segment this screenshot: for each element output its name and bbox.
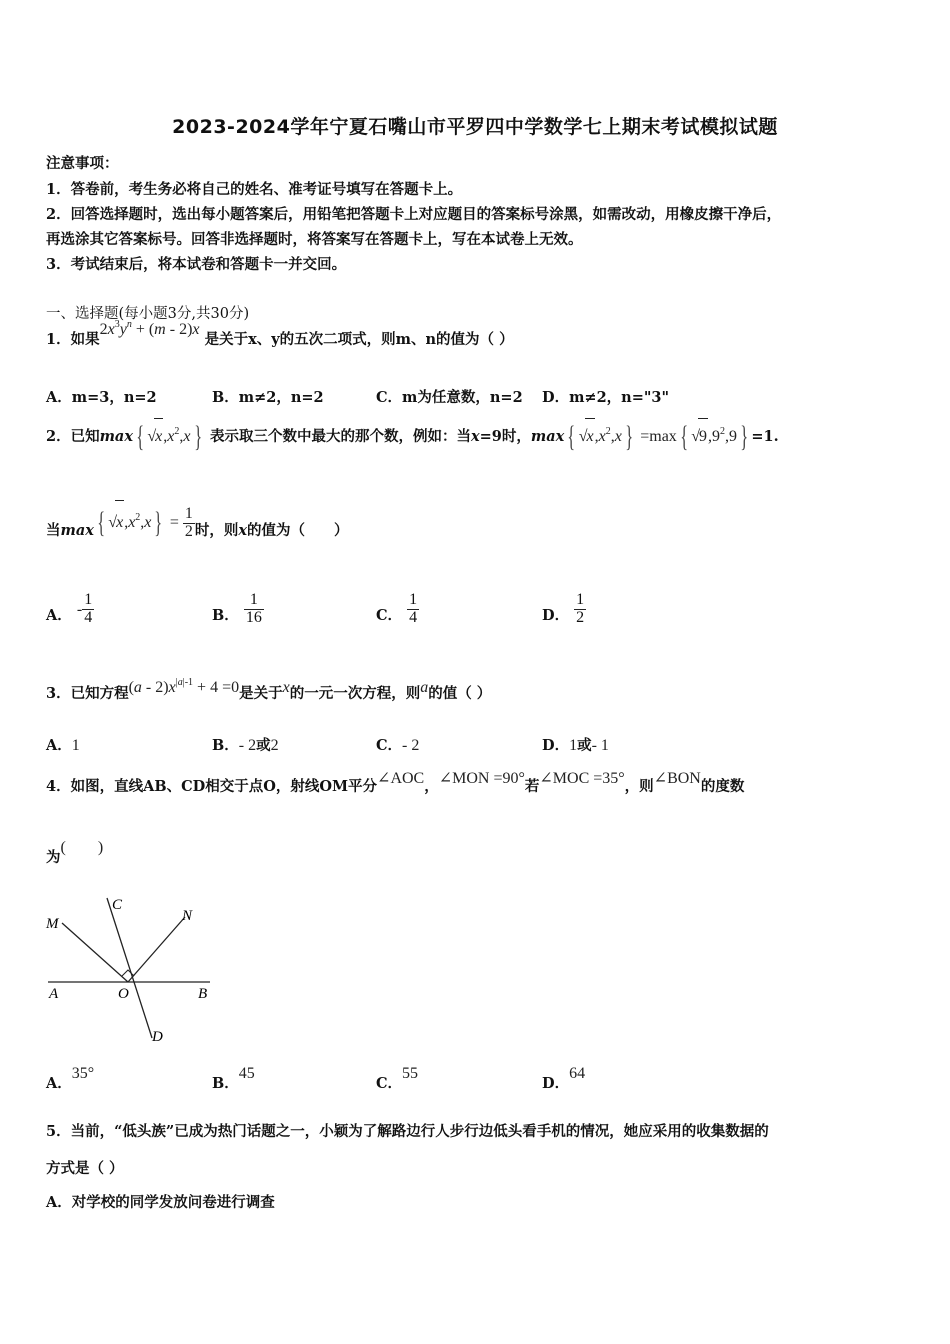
ray-on [128, 917, 185, 982]
notice-heading: 注意事项： [46, 155, 119, 172]
q4-option-d-label: D． [542, 1075, 570, 1092]
q2-option-b-label: B． [212, 606, 239, 624]
q3-option-a-value: 1 [71, 737, 80, 754]
notice-item-2a: 2．回答选择题时，选出每小题答案后，用铅笔把答题卡上对应题目的答案标号涂黑，如需改动，用橡皮擦干净后， [46, 206, 782, 223]
q4-figure [40, 890, 220, 1050]
q2-mid: 表示取三个数中最大的那个数，例如：当 [210, 428, 471, 445]
q3-option-d [542, 734, 609, 755]
q2-eq1: =1. [751, 428, 779, 445]
q4-option-a-value: 35° [71, 1065, 95, 1082]
q4-option-c-label: C． [376, 1075, 403, 1092]
q2-option-a: A． - $\frac{1}{4}$ [46, 591, 93, 626]
q4-option-d-value: 64 [569, 1065, 586, 1082]
question-4-line1 [46, 768, 744, 804]
q3-x-var: x [282, 679, 290, 696]
question-2-line1 [46, 418, 779, 454]
q4-angle-aoc: ∠AOC [377, 770, 425, 787]
q2-max-label: max [99, 428, 133, 445]
question-2-line2 [46, 505, 349, 552]
line-cd [107, 898, 152, 1038]
q2-option-d [542, 592, 586, 627]
q2-line2-suffix: 时，则 [194, 522, 239, 539]
q3-a-var: a [420, 679, 429, 696]
q3-option-c [376, 734, 419, 755]
question-4-line2 [46, 839, 104, 872]
label-a: A [49, 986, 59, 1002]
label-n: N [182, 908, 193, 924]
q4-ze: ，则 [624, 778, 654, 795]
q1-option-b: B．m≠2，n=2 [212, 389, 324, 406]
q1-option-d: D．m≠2，n="3" [542, 389, 670, 406]
q2-prefix: 2．已知 [46, 428, 100, 445]
q2-x9: =9时， [479, 428, 531, 445]
notice-item-1: 1．答卷前，考生务必将自己的姓名、准考证号填写在答题卡上。 [46, 181, 463, 198]
q3-option-d-or: 或 [577, 737, 592, 754]
q3-option-a [46, 734, 80, 755]
notice-item-2b: 再选涂其它答案标号。回答非选择题时，将答案写在答题卡上，写在本试卷上无效。 [46, 231, 583, 248]
q3-option-c-value: - 2 [402, 737, 420, 754]
q4-angle-bon: ∠BON [653, 770, 701, 787]
q4-angle-mon: ∠MON =90° [438, 770, 525, 787]
label-o: O [118, 986, 129, 1002]
q3-mid: 是关于 [239, 685, 283, 702]
q2-option-b-value: $\frac{1}{16}$ [245, 591, 262, 626]
q4-prefix: 4．如图，直线AB、CD相交于点O，射线OM平分 [46, 778, 378, 795]
q4-ruo: 若 [524, 778, 540, 795]
q1-expression: $2x^3y^n + (m - 2)x$ [99, 319, 200, 338]
q2-max-label-3: max [60, 522, 94, 539]
q2-line2-end: 的值为（ ） [247, 522, 349, 539]
q2-option-c-label: C． [376, 606, 403, 624]
q3-option-d-label: D． [542, 737, 570, 754]
q2-option-d-label: D． [542, 606, 570, 624]
label-b: B [198, 986, 208, 1002]
label-m: M [46, 916, 59, 932]
q3-option-d-value1: 1 [569, 737, 578, 754]
label-d: D [152, 1029, 163, 1045]
q3-prefix: 3．已知方程 [46, 685, 129, 702]
q3-option-d-value2: - 1 [591, 737, 609, 754]
q3-option-a-label: A． [46, 737, 72, 754]
q3-mid2: 的一元一次方程，则 [289, 685, 421, 702]
q4-paren: ( ) [60, 839, 104, 856]
q2-x-var: x [471, 428, 480, 445]
q2-max-set: { $√x,x^2,x$ } [133, 428, 205, 445]
q2-max-label-2: max [530, 428, 565, 445]
q4-option-c [376, 1062, 419, 1092]
q4-option-b-value: 45 [238, 1065, 255, 1082]
q1-option-c: C．m为任意数，n=2 [376, 389, 523, 406]
q2-example: { $√x,x^2,x$ } =max { $√9,9^2,9$ } [564, 428, 751, 445]
page-title: 2023-2024学年宁夏石嘴山市平罗四中学数学七上期末考试模拟试题 [172, 116, 778, 138]
q4-suffix: 的度数 [700, 778, 745, 795]
q4-option-c-value: 55 [402, 1065, 419, 1082]
q3-option-b-or: 或 [256, 737, 271, 754]
q2-option-a-label: A． [46, 606, 72, 624]
question-1 [46, 319, 514, 349]
q4-option-b [212, 1062, 255, 1092]
q1-option-a: A．m=3，n=2 [46, 389, 157, 406]
question-5-line1: 5．当前，“低头族”已成为热门话题之一，小颖为了解路边行人步行边低头看手机的情况，她应采用的收集数据的 [46, 1123, 769, 1140]
q4-comma: ， [424, 778, 439, 795]
q3-equation: $(a - 2)x^{|a|-1} + 4 =0$ [128, 677, 240, 696]
question-3 [46, 678, 491, 708]
q4-option-a [46, 1062, 95, 1092]
q4-option-b-label: B． [212, 1075, 239, 1092]
question-5-line2: 方式是（ ） [46, 1160, 124, 1177]
label-c: C [112, 897, 123, 913]
q2-option-c [376, 592, 419, 627]
q1-suffix: 是关于x、y的五次二项式，则m、n的值为（ ） [204, 331, 514, 348]
q2-condition: { $√x,x^2,x$ } = $\frac{1}{2}$ [94, 514, 195, 531]
q2-option-a-value: $\frac{1}{4}$ [84, 591, 93, 626]
q3-suffix: 的值（ ） [428, 685, 492, 702]
q3-option-c-label: C． [376, 737, 403, 754]
q3-option-b [212, 734, 279, 755]
q4-option-d [542, 1062, 586, 1092]
q3-option-b-label: B． [212, 737, 239, 754]
q4-angle-moc: ∠MOC =35° [539, 770, 625, 787]
q2-option-d-value: $\frac{1}{2}$ [576, 591, 585, 626]
q3-option-b-value2: 2 [270, 737, 279, 754]
q4-option-a-label: A． [46, 1075, 72, 1092]
q2-option-c-value: $\frac{1}{4}$ [409, 591, 418, 626]
q2-option-b [212, 592, 264, 627]
section-heading: 一、选择题(每小题3分,共30分) [46, 306, 250, 322]
q5-option-a: A．对学校的同学发放问卷进行调查 [46, 1194, 275, 1211]
q4-line2: 为 [46, 849, 61, 866]
q2-line2-prefix: 当 [46, 522, 61, 539]
q3-option-b-value1: - 2 [238, 737, 257, 754]
q1-prefix: 1．如果 [46, 331, 100, 348]
q2-x-var-2: x [238, 522, 247, 539]
notice-item-3: 3．考试结束后，将本试卷和答题卡一并交回。 [46, 256, 347, 273]
